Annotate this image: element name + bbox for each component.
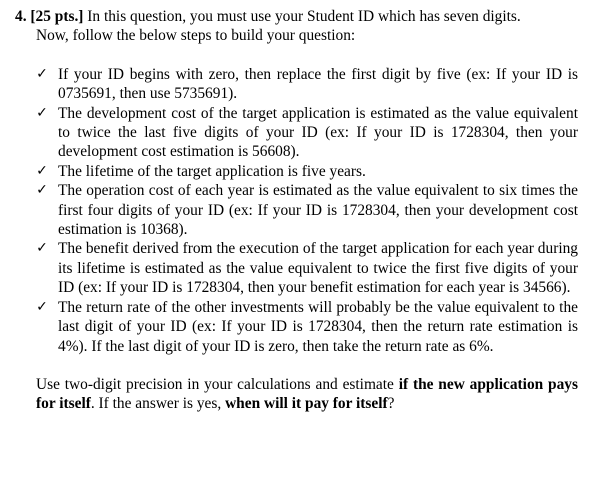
step-text: The operation cost of each year is estimated as the value equivalent to six times the first four digits of your ID (ex: If your ID is 1728304, then your development cost estimation is 10368). bbox=[58, 182, 578, 239]
step-item bbox=[0, 104, 604, 162]
check-mark-icon: ✓ bbox=[36, 298, 48, 315]
question-heading bbox=[0, 7, 604, 46]
closing-text-2: . If the answer is yes, bbox=[90, 395, 226, 413]
step-text: The development cost of the target application is estimated as the value equivalent to twice the last five digits of your ID (ex: If your ID is 1728304, then your development cost estimation is 56608). bbox=[58, 104, 578, 161]
closing-bold-1: if the new application pays for itself bbox=[36, 375, 578, 413]
step-item bbox=[0, 162, 604, 181]
step-text: If your ID begins with zero, then replace the first digit by five (ex: If your ID is 0735691, then use 5735691). bbox=[58, 65, 578, 103]
closing-paragraph bbox=[0, 375, 604, 414]
check-mark-icon: ✓ bbox=[36, 65, 48, 82]
steps-list bbox=[0, 65, 604, 356]
check-mark-icon: ✓ bbox=[36, 104, 48, 121]
step-text: The lifetime of the target application is five years. bbox=[58, 162, 366, 180]
check-mark-icon: ✓ bbox=[36, 182, 48, 199]
step-item bbox=[0, 298, 604, 356]
step-text: The return rate of the other investments will probably be the value equivalent to the last digit of your ID (ex: If your ID is 1728304, then the return rate estimation is 4%). If the last digit of your ID is zero, then take the return rate as 6%. bbox=[58, 298, 578, 355]
closing-text-3: ? bbox=[387, 395, 395, 413]
closing-bold-2: when will it pay for itself bbox=[225, 395, 388, 413]
step-item bbox=[0, 65, 604, 104]
step-item bbox=[0, 181, 604, 239]
question-number: 4. bbox=[15, 8, 27, 25]
closing-text-1: Use two-digit precision in your calculations and estimate bbox=[36, 375, 399, 393]
question-intro-line1: In this question, you must use your Student ID which has seven digits. bbox=[87, 8, 521, 25]
question-document bbox=[0, 7, 604, 414]
check-mark-icon: ✓ bbox=[36, 240, 48, 257]
check-mark-icon: ✓ bbox=[36, 162, 48, 179]
question-intro-line2: Now, follow the below steps to build your question: bbox=[36, 27, 356, 45]
question-points: [25 pts.] bbox=[30, 8, 84, 25]
step-text: The benefit derived from the execution of the target application for each year during its lifetime is estimated as the value equivalent to twice the first five digits of your ID (ex: If your ID is 1728304, then your benefit estimation for each year is 34566). bbox=[58, 240, 578, 297]
step-item bbox=[0, 239, 604, 297]
